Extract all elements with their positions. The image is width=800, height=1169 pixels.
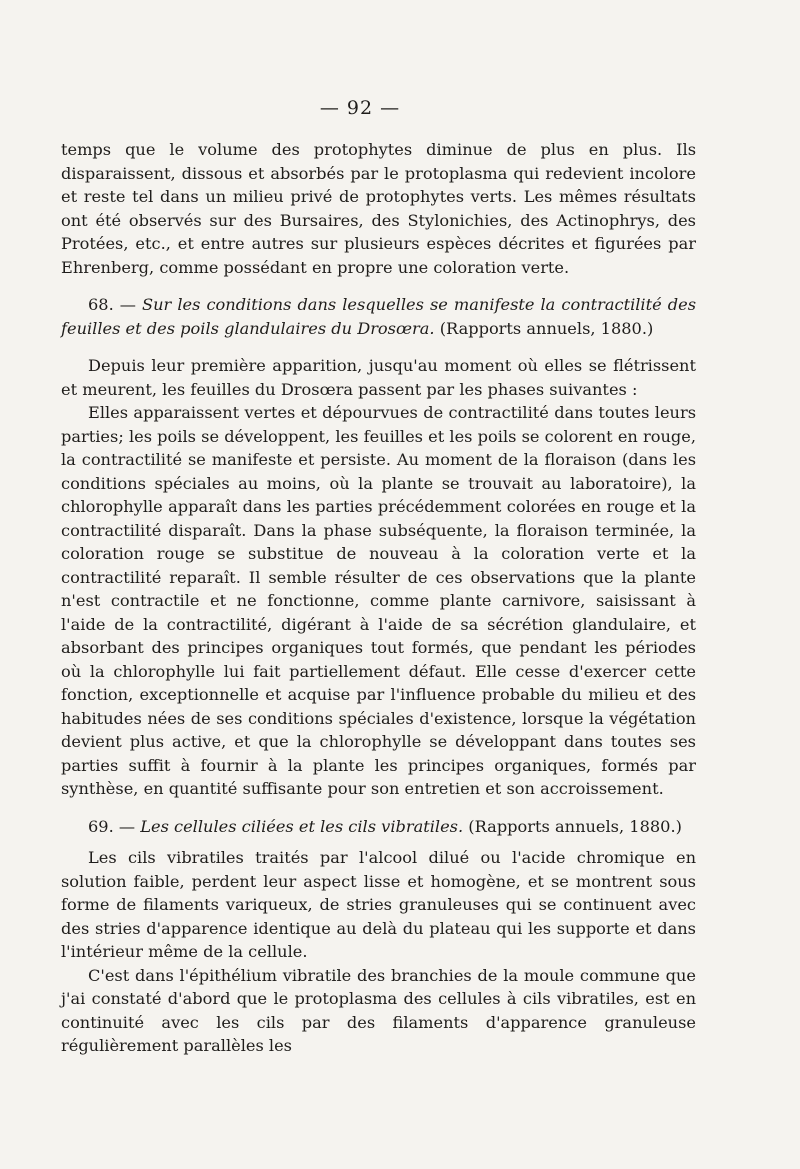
section-69-heading (61, 815, 696, 839)
section-68-paragraph-1: Depuis leur première apparition, jusqu'au moment où elles se flétrissent et meurent, les feuilles du Drosœra passent par les phases suivantes : (61, 356, 696, 399)
section-68-heading (61, 293, 696, 340)
section-69-paragraph-1: Les cils vibratiles traités par l'alcool dilué ou l'acide chromique en solution faible, perdent leur aspect lisse et homogène, et se montrent sous forme de filaments variqueux, de stries granuleuses qui se continuent avec des stries d'apparence identique au delà du plateau qui les supporte et dans l'intérieur même de la cellule. (61, 848, 696, 961)
section-68-number: 68. — (88, 295, 136, 314)
section-68-source: (Rapports annuels, 1880.) (439, 318, 654, 338)
section-68-title: Sur les conditions dans lesquelles se manifeste la contractilité des feuilles et des poils glandulaires du Drosœra. (61, 295, 696, 338)
section-69-paragraph-2: C'est dans l'épithélium vibratile des branchies de la moule commune que j'ai constaté d'abord que le protoplasma des cellules à cils vibratiles, est en continuité avec les cils par des filaments d'apparence granuleuse régulièrement parallèles les (61, 965, 696, 1055)
intro-paragraph: temps que le volume des protophytes diminue de plus en plus. Ils disparaissent, dissous et absorbés par le protoplasma qui redevient incolore et reste tel dans un milieu privé de protophytes verts. Les mêmes résultats ont été observés sur des Bursaires, des Stylonichies, des Actinophrys, des Protées, etc., et entre autres sur plusieurs espèces décrites et figurées par Ehrenberg, comme possédant en propre une coloration verte. (61, 140, 696, 277)
section-68-paragraph-2: Elles apparaissent vertes et dépourvues de contractilité dans toutes leurs parties; les poils se développent, les feuilles et les poils se colorent en rouge, la contractilité se manifeste et persiste. Au moment de la floraison (dans les conditions spéciales au moins, où la plante se trouvait au laboratoire), la chlorophylle apparaît dans les parties précédemment colorées en rouge et la contractilité disparaît. Dans la phase subséquente, la floraison terminée, la coloration rouge se substitue de nouveau à la coloration verte et la contractilité reparaît. Il semble résulter de ces observations que la plante n'est contractile et ne fonctionne, comme plante carnivore, saisissant à l'aide de la contractilité, digérant à l'aide de sa sécrétion glandulaire, et absorbant des principes organiques tout formés, que pendant les périodes où la chlorophylle lui fait partiellement défaut. Elle cesse d'exercer cette fonction, exceptionnelle et acquise par l'influence probable du milieu et des habitudes nées de ses conditions spéciales d'existence, lorsque la végétation devient plus active, et que la chlorophylle se développant dans toutes ses parties suffit à fournir à la plante les principes organiques, formés par synthèse, en quantité suffisante pour son entretien et son accroissement. (61, 403, 696, 798)
page-number: — 92 — (319, 97, 401, 119)
section-69-source: (Rapports annuels, 1880.) (468, 816, 682, 836)
section-69-number: 69. — (88, 816, 136, 836)
section-69-title: Les cellules ciliées et les cils vibratiles. (140, 816, 464, 836)
page-body (61, 138, 696, 1058)
